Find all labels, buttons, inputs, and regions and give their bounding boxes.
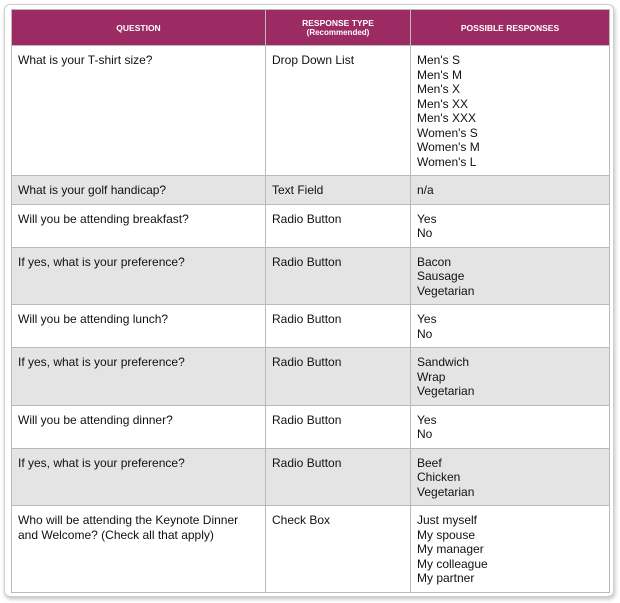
response-option: Women's M <box>417 140 480 154</box>
table-row <box>12 247 610 305</box>
response-option: Bacon <box>417 254 452 269</box>
response-type-cell: Radio Button <box>266 247 411 305</box>
response-type-cell: Radio Button <box>266 348 411 406</box>
question-cell: If yes, what is your preference? <box>12 247 266 305</box>
response-type-cell: Radio Button <box>266 204 411 247</box>
table-row <box>12 305 610 348</box>
response-type-cell: Radio Button <box>266 448 411 506</box>
response-option: Men's S <box>417 53 460 67</box>
possible-responses-cell <box>411 506 610 593</box>
response-option: Men's M <box>417 67 462 82</box>
question-cell: Who will be attending the Keynote Dinner and Welcome? (Check all that apply) <box>12 506 266 593</box>
header-possible-responses: POSSIBLE RESPONSES <box>411 10 610 46</box>
response-option: Vegetarian <box>417 384 475 398</box>
response-option: My colleague <box>417 556 488 571</box>
table-row <box>12 176 610 205</box>
response-option: No <box>417 326 433 341</box>
header-response-type <box>266 10 411 46</box>
response-option: Men's XXX <box>417 111 476 125</box>
possible-responses-cell <box>411 176 610 205</box>
response-option: Vegetarian <box>417 283 475 298</box>
header-response-type-sub: (Recommended) <box>306 27 370 37</box>
header-response-type-label: RESPONSE TYPE <box>302 17 374 28</box>
table-header-row <box>12 10 610 46</box>
table-row <box>12 405 610 448</box>
table-row <box>12 46 610 176</box>
response-option: Yes <box>417 312 437 326</box>
table-row <box>12 348 610 406</box>
response-option: My partner <box>417 571 475 585</box>
header-question: QUESTION <box>12 10 266 46</box>
response-option: Men's X <box>417 82 460 96</box>
response-option: n/a <box>417 183 434 197</box>
question-cell: If yes, what is your preference? <box>12 348 266 406</box>
response-option: Beef <box>417 455 442 470</box>
response-option: My manager <box>417 542 484 556</box>
question-cell: Will you be attending lunch? <box>12 305 266 348</box>
possible-responses-cell <box>411 247 610 305</box>
response-option: Yes <box>417 211 437 226</box>
response-type-cell: Radio Button <box>266 305 411 348</box>
table-row <box>12 448 610 506</box>
response-type-cell: Check Box <box>266 506 411 593</box>
table-row <box>12 204 610 247</box>
question-cell: What is your golf handicap? <box>12 176 266 205</box>
response-option: Chicken <box>417 470 461 484</box>
response-option: My spouse <box>417 527 476 542</box>
possible-responses-cell <box>411 348 610 406</box>
response-option: Sandwich <box>417 355 470 369</box>
response-option: Vegetarian <box>417 484 475 499</box>
table-card <box>4 4 614 597</box>
response-option: Wrap <box>417 369 446 384</box>
possible-responses-cell <box>411 448 610 506</box>
response-option: Women's L <box>417 154 477 169</box>
response-type-cell: Radio Button <box>266 405 411 448</box>
response-option: Women's S <box>417 125 478 140</box>
possible-responses-cell <box>411 46 610 176</box>
table-row <box>12 506 610 593</box>
possible-responses-cell <box>411 305 610 348</box>
question-cell: If yes, what is your preference? <box>12 448 266 506</box>
question-cell: What is your T-shirt size? <box>12 46 266 176</box>
survey-questions-table <box>11 9 610 593</box>
response-option: Sausage <box>417 269 465 283</box>
response-option: Just myself <box>417 513 478 527</box>
response-option: No <box>417 427 433 441</box>
response-option: Men's XX <box>417 96 468 111</box>
response-option: No <box>417 226 433 240</box>
response-type-cell: Drop Down List <box>266 46 411 176</box>
question-cell: Will you be attending dinner? <box>12 405 266 448</box>
possible-responses-cell <box>411 204 610 247</box>
possible-responses-cell <box>411 405 610 448</box>
response-option: Yes <box>417 412 437 427</box>
question-cell: Will you be attending breakfast? <box>12 204 266 247</box>
response-type-cell: Text Field <box>266 176 411 205</box>
